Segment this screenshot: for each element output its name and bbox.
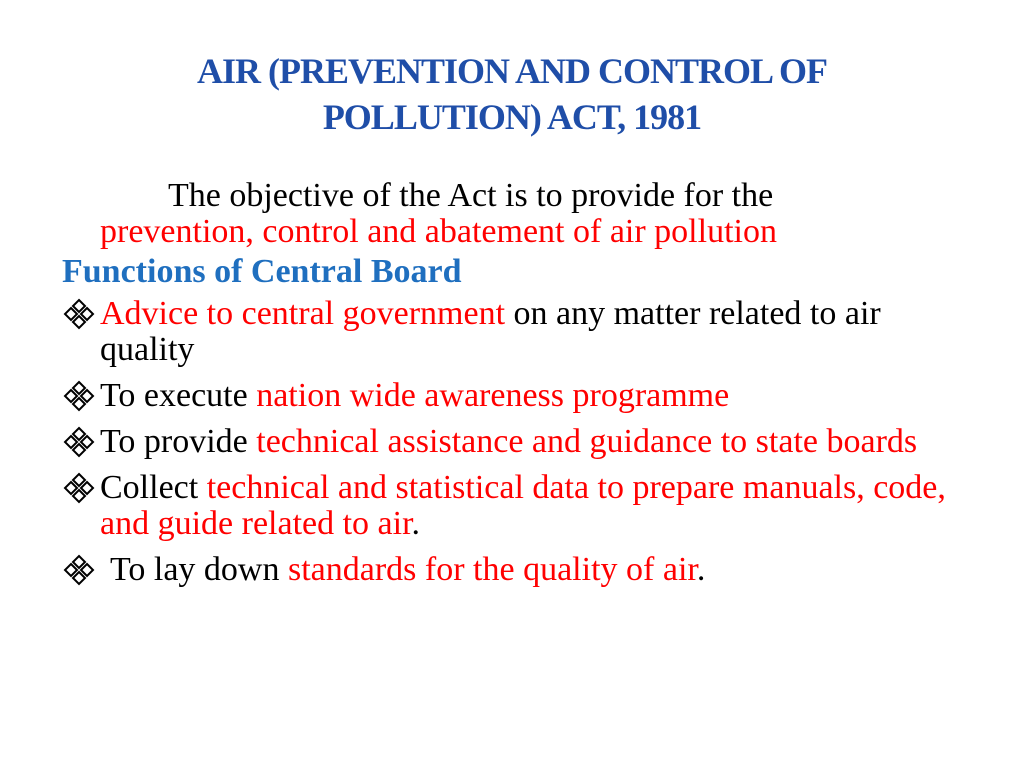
diamond-shape (65, 436, 77, 448)
diamond-shape (81, 436, 93, 448)
diamond-shape (73, 490, 85, 502)
functions-list (62, 296, 982, 588)
slide-content (62, 178, 982, 598)
bullet-text (100, 377, 729, 414)
slide-title (0, 48, 1024, 140)
bullet-plain-before: Collect (100, 469, 207, 506)
bullet-highlight: standards for the quality of air (288, 551, 697, 588)
four-diamond-bullet-icon (62, 298, 96, 330)
intro-text: The objective of the Act is to provide for the (168, 177, 774, 214)
list-item (62, 378, 982, 414)
diamond-shape (73, 556, 85, 568)
bullet-plain-after: . (411, 505, 421, 542)
list-item (62, 424, 982, 460)
bullet-plain-before: To provide (100, 423, 257, 460)
bullet-plain-after: . (696, 551, 706, 588)
four-diamond-bullet-icon (62, 426, 96, 458)
title-line-1: AIR (PREVENTION AND CONTROL OF (196, 51, 828, 91)
diamond-shape (73, 316, 85, 328)
four-diamond-bullet-icon (62, 380, 96, 412)
list-item (62, 296, 982, 368)
diamond-shape (65, 482, 77, 494)
intro-paragraph (62, 178, 982, 250)
four-diamond-bullet-icon (62, 472, 96, 504)
bullet-highlight: technical assistance and guidance to state boards (256, 423, 918, 460)
bullet-plain-after: on any matter related to air quality (100, 295, 881, 368)
diamond-shape (73, 474, 85, 486)
diamond-shape (73, 572, 85, 584)
list-item (62, 552, 982, 588)
bullet-highlight: Advice to central government (100, 295, 506, 332)
intro-highlight: prevention, control and abatement of air pollution (100, 213, 777, 250)
four-diamond-bullet-icon (62, 554, 96, 586)
section-heading: Functions of Central Board (62, 253, 462, 290)
diamond-shape (81, 390, 93, 402)
diamond-shape (73, 382, 85, 394)
diamond-shape (73, 398, 85, 410)
bullet-plain-before: To lay down (110, 551, 288, 588)
diamond-shape (81, 564, 93, 576)
bullet-highlight: technical and statistical data to prepare manuals, code, and guide related to air (100, 469, 946, 542)
bullet-text (100, 423, 917, 460)
bullet-highlight: nation wide awareness programme (256, 377, 730, 414)
list-item (62, 470, 982, 542)
diamond-shape (81, 482, 93, 494)
diamond-shape (73, 428, 85, 440)
bullet-plain-before: To execute (100, 377, 257, 414)
bullet-text (100, 295, 881, 368)
bullet-text (100, 469, 946, 542)
diamond-shape (81, 308, 93, 320)
title-line-2: POLLUTION) ACT, 1981 (322, 97, 702, 137)
bullet-text (100, 551, 705, 588)
diamond-shape (65, 390, 77, 402)
diamond-shape (73, 300, 85, 312)
diamond-shape (65, 564, 77, 576)
diamond-shape (65, 308, 77, 320)
diamond-shape (73, 444, 85, 456)
